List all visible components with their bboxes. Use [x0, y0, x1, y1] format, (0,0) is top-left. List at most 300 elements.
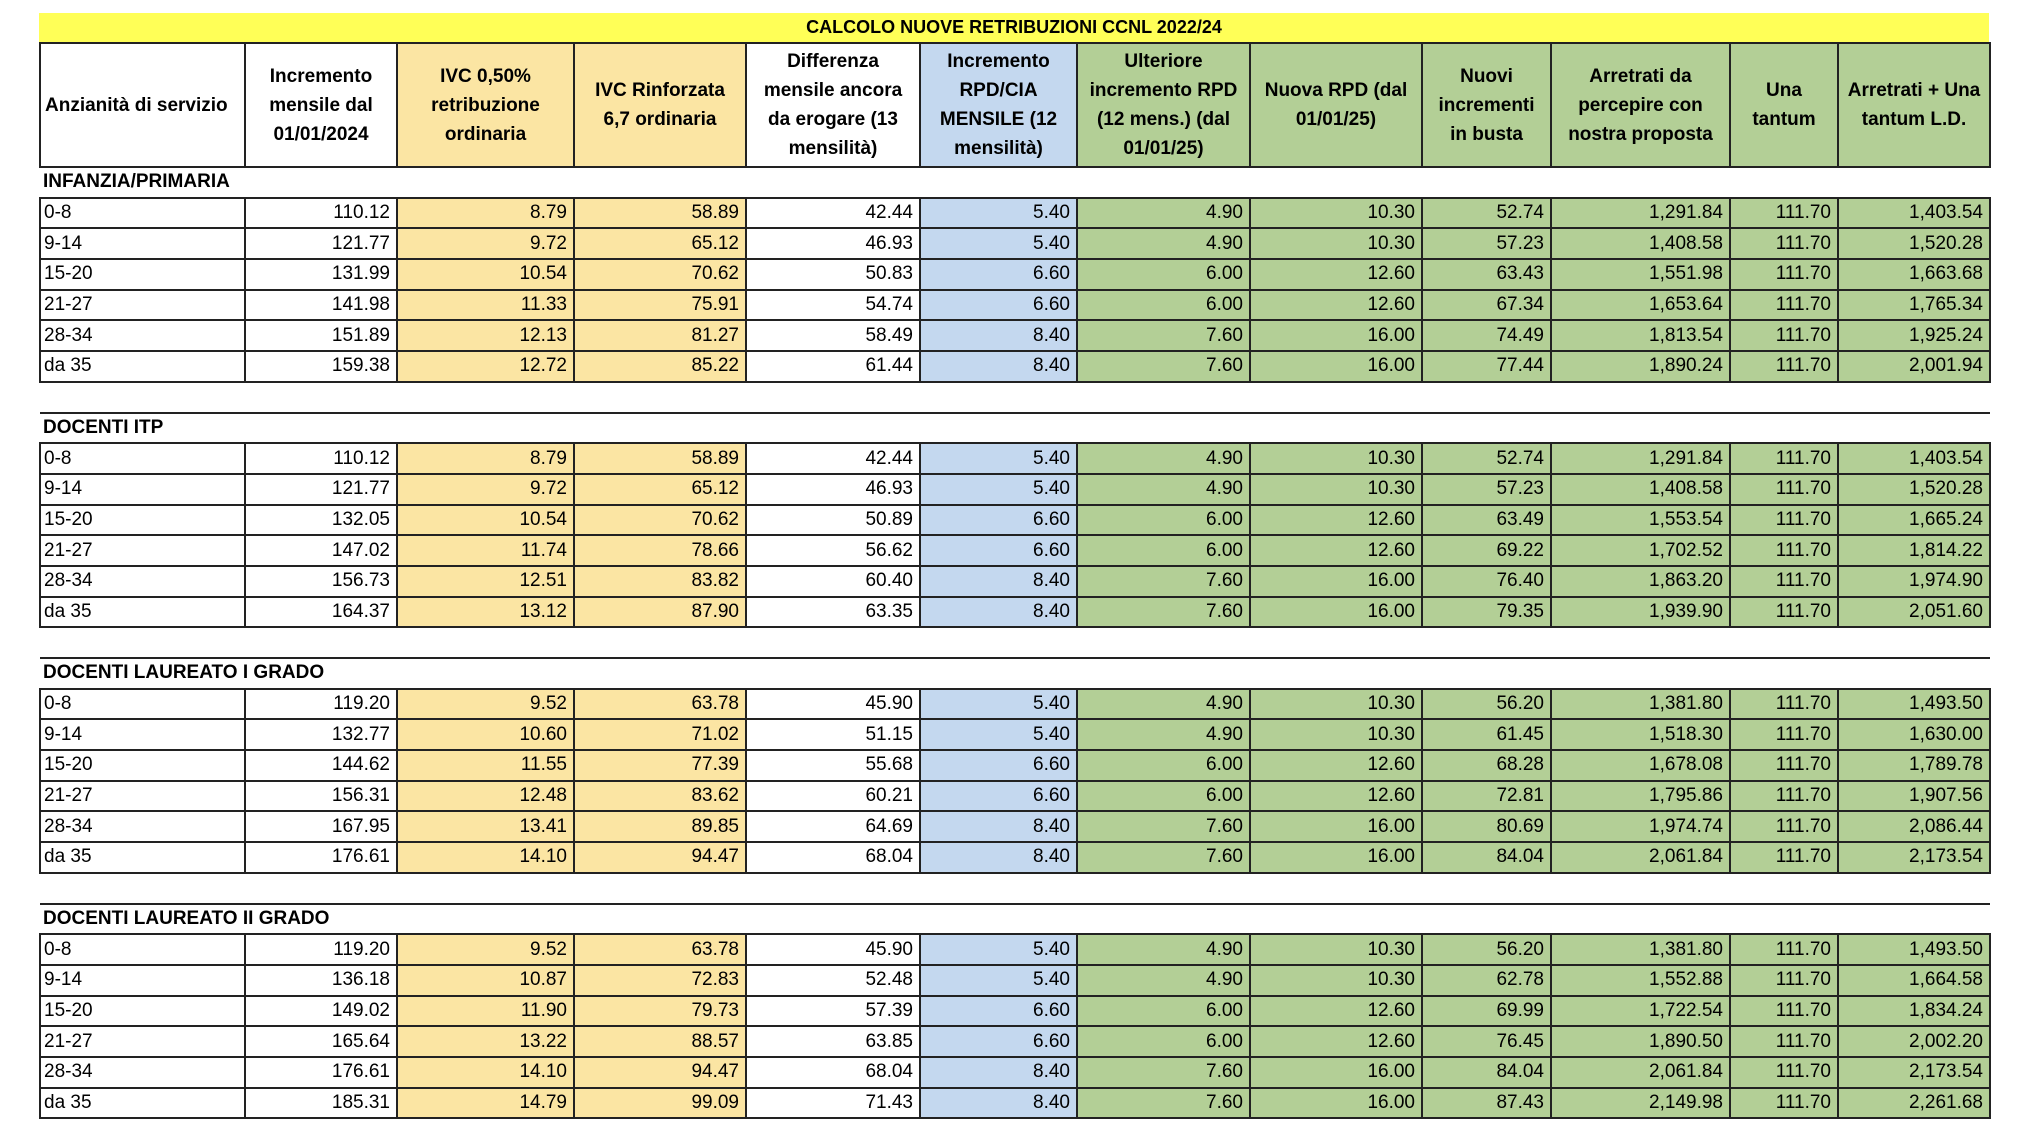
section-row [40, 658, 1990, 689]
table-cell[interactable]: 0-8 [40, 934, 245, 965]
table-cell[interactable]: 83.82 [574, 566, 746, 597]
table-cell[interactable]: 111.70 [1730, 842, 1838, 873]
spacer-row [40, 382, 1990, 413]
table-cell[interactable]: 1,381.80 [1551, 934, 1730, 965]
table-cell[interactable]: da 35 [40, 1088, 245, 1119]
table-cell[interactable]: 12.60 [1250, 1026, 1422, 1057]
table-cell[interactable]: 10.87 [397, 965, 574, 996]
table-cell[interactable]: 81.27 [574, 320, 746, 351]
table-cell[interactable]: 10.30 [1250, 443, 1422, 474]
table-cell[interactable]: 21-27 [40, 1026, 245, 1057]
table-cell[interactable]: 77.39 [574, 750, 746, 781]
table-cell[interactable]: 9.52 [397, 689, 574, 720]
table-cell[interactable]: 87.43 [1422, 1088, 1551, 1119]
table-cell[interactable]: 1,939.90 [1551, 597, 1730, 628]
table-cell[interactable]: 68.04 [746, 1057, 920, 1088]
table-cell[interactable]: 5.40 [920, 198, 1077, 229]
table-cell[interactable]: 132.05 [245, 505, 397, 536]
table-cell[interactable]: 110.12 [245, 443, 397, 474]
table-row [40, 290, 1990, 321]
table-cell[interactable]: 14.10 [397, 1057, 574, 1088]
table-cell[interactable]: 1,765.34 [1838, 290, 1990, 321]
table-cell[interactable]: 28-34 [40, 566, 245, 597]
table-cell[interactable]: 7.60 [1077, 597, 1250, 628]
table-cell[interactable]: 4.90 [1077, 474, 1250, 505]
table-row [40, 719, 1990, 750]
table-cell[interactable]: 16.00 [1250, 1057, 1422, 1088]
table-cell[interactable]: 69.22 [1422, 535, 1551, 566]
table-cell[interactable]: 7.60 [1077, 351, 1250, 382]
table-cell[interactable]: 156.73 [245, 566, 397, 597]
table-cell[interactable]: da 35 [40, 597, 245, 628]
table-cell[interactable]: 72.81 [1422, 781, 1551, 812]
table-cell[interactable]: 2,261.68 [1838, 1088, 1990, 1119]
table-cell[interactable]: 60.21 [746, 781, 920, 812]
table-cell[interactable]: 176.61 [245, 842, 397, 873]
table-cell[interactable]: 42.44 [746, 443, 920, 474]
table-cell[interactable]: 63.49 [1422, 505, 1551, 536]
table-cell[interactable]: 80.69 [1422, 811, 1551, 842]
table-cell[interactable]: 61.45 [1422, 719, 1551, 750]
table-cell[interactable]: 5.40 [920, 689, 1077, 720]
table-cell[interactable]: 1,925.24 [1838, 320, 1990, 351]
table-cell[interactable]: 111.70 [1730, 1026, 1838, 1057]
table-cell[interactable]: 1,814.22 [1838, 535, 1990, 566]
table-row [40, 811, 1990, 842]
column-header: Arretrati + Una tantum L.D. [1838, 43, 1990, 167]
table-cell[interactable]: 4.90 [1077, 934, 1250, 965]
table-cell[interactable]: 94.47 [574, 1057, 746, 1088]
table-cell[interactable]: 52.48 [746, 965, 920, 996]
table-cell[interactable]: 15-20 [40, 750, 245, 781]
table-cell[interactable]: 12.60 [1250, 259, 1422, 290]
table-cell[interactable]: 58.49 [746, 320, 920, 351]
table-cell[interactable]: 8.40 [920, 320, 1077, 351]
table-cell[interactable]: 132.77 [245, 719, 397, 750]
table-cell[interactable]: 1,520.28 [1838, 474, 1990, 505]
table-cell[interactable]: 42.44 [746, 198, 920, 229]
table-cell[interactable]: 45.90 [746, 689, 920, 720]
table-cell[interactable]: 165.64 [245, 1026, 397, 1057]
table-cell[interactable]: 1,678.08 [1551, 750, 1730, 781]
table-cell[interactable]: 16.00 [1250, 597, 1422, 628]
table-cell[interactable]: 74.49 [1422, 320, 1551, 351]
table-cell[interactable]: 46.93 [746, 474, 920, 505]
table-cell[interactable]: 6.60 [920, 259, 1077, 290]
table-cell[interactable]: 1,663.68 [1838, 259, 1990, 290]
table-cell[interactable]: 4.90 [1077, 228, 1250, 259]
table-cell[interactable]: 58.89 [574, 198, 746, 229]
table-cell[interactable]: 9-14 [40, 474, 245, 505]
table-cell[interactable]: 16.00 [1250, 1088, 1422, 1119]
table-cell[interactable]: 70.62 [574, 505, 746, 536]
table-cell[interactable]: 9-14 [40, 965, 245, 996]
table-cell[interactable]: 11.55 [397, 750, 574, 781]
table-cell[interactable]: 1,863.20 [1551, 566, 1730, 597]
table-cell[interactable]: 94.47 [574, 842, 746, 873]
table-cell[interactable]: 6.60 [920, 1026, 1077, 1057]
table-cell[interactable]: 9-14 [40, 719, 245, 750]
table-cell[interactable]: 15-20 [40, 996, 245, 1027]
table-cell[interactable]: 8.40 [920, 842, 1077, 873]
table-cell[interactable]: 10.30 [1250, 198, 1422, 229]
table-cell[interactable]: 4.90 [1077, 689, 1250, 720]
table-cell[interactable]: 1,813.54 [1551, 320, 1730, 351]
column-header: Una tantum [1730, 43, 1838, 167]
table-cell[interactable]: 57.39 [746, 996, 920, 1027]
table-cell[interactable]: 5.40 [920, 965, 1077, 996]
table-cell[interactable]: 5.40 [920, 443, 1077, 474]
table-cell[interactable]: 45.90 [746, 934, 920, 965]
table-cell[interactable]: 57.23 [1422, 474, 1551, 505]
table-cell[interactable]: 1,664.58 [1838, 965, 1990, 996]
table-cell[interactable]: 1,834.24 [1838, 996, 1990, 1027]
table-cell[interactable]: 67.34 [1422, 290, 1551, 321]
table-cell[interactable]: 111.70 [1730, 474, 1838, 505]
table-cell[interactable]: 149.02 [245, 996, 397, 1027]
table-cell[interactable]: 2,051.60 [1838, 597, 1990, 628]
table-cell[interactable]: 50.83 [746, 259, 920, 290]
table-cell[interactable]: 6.60 [920, 750, 1077, 781]
table-cell[interactable]: 6.00 [1077, 1026, 1250, 1057]
table-cell[interactable]: 16.00 [1250, 811, 1422, 842]
table-cell[interactable]: 13.22 [397, 1026, 574, 1057]
table-cell[interactable]: 10.54 [397, 259, 574, 290]
table-cell[interactable]: 7.60 [1077, 811, 1250, 842]
table-cell[interactable]: 70.62 [574, 259, 746, 290]
table-cell[interactable]: 55.68 [746, 750, 920, 781]
table-cell[interactable]: 0-8 [40, 443, 245, 474]
table-cell[interactable]: 51.15 [746, 719, 920, 750]
table-cell[interactable]: 75.91 [574, 290, 746, 321]
table-cell[interactable]: 8.40 [920, 1088, 1077, 1119]
table-cell[interactable]: 1,551.98 [1551, 259, 1730, 290]
table-cell[interactable]: 12.48 [397, 781, 574, 812]
table-cell[interactable]: 1,552.88 [1551, 965, 1730, 996]
table-cell[interactable]: 28-34 [40, 1057, 245, 1088]
table-cell[interactable]: 111.70 [1730, 228, 1838, 259]
table-cell[interactable]: 50.89 [746, 505, 920, 536]
table-cell[interactable]: 21-27 [40, 535, 245, 566]
table-cell[interactable]: 11.33 [397, 290, 574, 321]
table-cell[interactable]: 10.30 [1250, 719, 1422, 750]
table-cell[interactable]: 147.02 [245, 535, 397, 566]
table-cell[interactable]: 111.70 [1730, 535, 1838, 566]
table-cell[interactable]: 28-34 [40, 811, 245, 842]
column-header: Ulteriore incremento RPD (12 mens.) (dal 01/01/25) [1077, 43, 1250, 167]
table-cell[interactable]: 46.93 [746, 228, 920, 259]
table-cell[interactable]: 1,493.50 [1838, 934, 1990, 965]
table-cell[interactable]: 0-8 [40, 198, 245, 229]
table-cell[interactable]: 111.70 [1730, 351, 1838, 382]
table-cell[interactable]: 11.74 [397, 535, 574, 566]
table-cell[interactable]: 1,702.52 [1551, 535, 1730, 566]
table-cell[interactable]: 1,795.86 [1551, 781, 1730, 812]
table-cell[interactable]: 1,653.64 [1551, 290, 1730, 321]
table-cell[interactable]: 111.70 [1730, 934, 1838, 965]
table-cell[interactable]: 58.89 [574, 443, 746, 474]
table-cell[interactable]: 12.60 [1250, 290, 1422, 321]
table-cell[interactable]: 111.70 [1730, 259, 1838, 290]
table-cell[interactable]: 87.90 [574, 597, 746, 628]
table-cell[interactable]: 7.60 [1077, 842, 1250, 873]
table-cell[interactable]: 10.60 [397, 719, 574, 750]
table-cell[interactable]: 1,890.24 [1551, 351, 1730, 382]
table-cell[interactable]: 141.98 [245, 290, 397, 321]
table-cell[interactable]: 15-20 [40, 505, 245, 536]
table-cell[interactable]: 5.40 [920, 474, 1077, 505]
table-cell[interactable]: 6.00 [1077, 505, 1250, 536]
table-cell[interactable]: 111.70 [1730, 750, 1838, 781]
table-cell[interactable]: 1,974.90 [1838, 566, 1990, 597]
table-cell[interactable]: 2,149.98 [1551, 1088, 1730, 1119]
table-cell[interactable]: 111.70 [1730, 719, 1838, 750]
table-cell[interactable]: 72.83 [574, 965, 746, 996]
table-cell[interactable]: 156.31 [245, 781, 397, 812]
table-cell[interactable]: 1,291.84 [1551, 443, 1730, 474]
table-cell[interactable]: 185.31 [245, 1088, 397, 1119]
table-cell[interactable]: 9.72 [397, 228, 574, 259]
table-cell[interactable]: 10.54 [397, 505, 574, 536]
table-cell[interactable]: 8.79 [397, 198, 574, 229]
section-label: DOCENTI LAUREATO II GRADO [40, 904, 1990, 935]
table-cell[interactable]: 6.60 [920, 535, 1077, 566]
table-cell[interactable]: 2,086.44 [1838, 811, 1990, 842]
table-cell[interactable]: 21-27 [40, 290, 245, 321]
table-cell[interactable]: 14.10 [397, 842, 574, 873]
table-cell[interactable]: 4.90 [1077, 965, 1250, 996]
table-cell[interactable]: 65.12 [574, 228, 746, 259]
table-cell[interactable]: 111.70 [1730, 965, 1838, 996]
table-cell[interactable]: 1,974.74 [1551, 811, 1730, 842]
table-cell[interactable]: 111.70 [1730, 1088, 1838, 1119]
table-cell[interactable]: 111.70 [1730, 443, 1838, 474]
table-cell[interactable]: 12.60 [1250, 781, 1422, 812]
table-cell[interactable]: 12.60 [1250, 535, 1422, 566]
table-cell[interactable]: 56.20 [1422, 689, 1551, 720]
table-cell[interactable]: 79.35 [1422, 597, 1551, 628]
table-cell[interactable]: 111.70 [1730, 689, 1838, 720]
table-cell[interactable]: 119.20 [245, 689, 397, 720]
table-cell[interactable]: 63.78 [574, 689, 746, 720]
table-cell[interactable]: 8.40 [920, 1057, 1077, 1088]
table-cell[interactable]: 111.70 [1730, 320, 1838, 351]
table-cell[interactable]: 7.60 [1077, 1088, 1250, 1119]
table-cell[interactable]: 89.85 [574, 811, 746, 842]
table-cell[interactable]: 1,408.58 [1551, 228, 1730, 259]
table-cell[interactable]: 10.30 [1250, 965, 1422, 996]
table-cell[interactable]: 119.20 [245, 934, 397, 965]
table-cell[interactable]: 77.44 [1422, 351, 1551, 382]
table-cell[interactable]: 1,665.24 [1838, 505, 1990, 536]
table-cell[interactable]: 176.61 [245, 1057, 397, 1088]
column-header: Anzianità di servizio [40, 43, 245, 167]
table-cell[interactable]: 1,890.50 [1551, 1026, 1730, 1057]
table-cell[interactable]: 83.62 [574, 781, 746, 812]
table-cell[interactable]: 1,493.50 [1838, 689, 1990, 720]
table-cell[interactable]: 111.70 [1730, 781, 1838, 812]
table-cell[interactable]: 159.38 [245, 351, 397, 382]
table-cell[interactable]: 52.74 [1422, 198, 1551, 229]
table-cell[interactable]: 68.04 [746, 842, 920, 873]
table-cell[interactable]: 1,630.00 [1838, 719, 1990, 750]
table-cell[interactable]: 10.30 [1250, 689, 1422, 720]
table-cell[interactable]: 121.77 [245, 474, 397, 505]
table-cell[interactable]: 111.70 [1730, 505, 1838, 536]
table-cell[interactable]: 5.40 [920, 719, 1077, 750]
table-cell[interactable]: 79.73 [574, 996, 746, 1027]
table-cell[interactable]: 1,520.28 [1838, 228, 1990, 259]
table-cell[interactable]: 1,381.80 [1551, 689, 1730, 720]
table-cell[interactable]: 13.41 [397, 811, 574, 842]
table-cell[interactable]: 63.35 [746, 597, 920, 628]
table-cell[interactable]: 10.30 [1250, 474, 1422, 505]
table-cell[interactable]: 4.90 [1077, 198, 1250, 229]
table-cell[interactable]: 111.70 [1730, 597, 1838, 628]
table-cell[interactable]: 56.20 [1422, 934, 1551, 965]
table-cell[interactable]: 78.66 [574, 535, 746, 566]
table-cell[interactable]: 1,408.58 [1551, 474, 1730, 505]
table-cell[interactable]: 111.70 [1730, 290, 1838, 321]
table-cell[interactable]: 6.60 [920, 996, 1077, 1027]
table-cell[interactable]: 110.12 [245, 198, 397, 229]
table-cell[interactable]: 144.62 [245, 750, 397, 781]
table-cell[interactable]: 76.45 [1422, 1026, 1551, 1057]
table-cell[interactable]: 164.37 [245, 597, 397, 628]
table-cell[interactable]: 85.22 [574, 351, 746, 382]
table-cell[interactable]: 2,001.94 [1838, 351, 1990, 382]
table-cell[interactable]: 1,907.56 [1838, 781, 1990, 812]
table-cell[interactable]: 9.52 [397, 934, 574, 965]
table-cell[interactable]: 10.30 [1250, 934, 1422, 965]
table-cell[interactable]: 136.18 [245, 965, 397, 996]
table-cell[interactable]: 99.09 [574, 1088, 746, 1119]
table-cell[interactable]: 1,291.84 [1551, 198, 1730, 229]
table-cell[interactable]: 0-8 [40, 689, 245, 720]
table-cell[interactable]: 63.85 [746, 1026, 920, 1057]
table-cell[interactable]: 16.00 [1250, 320, 1422, 351]
table-cell[interactable]: 8.40 [920, 811, 1077, 842]
table-cell[interactable]: da 35 [40, 351, 245, 382]
table-row [40, 228, 1990, 259]
table-cell[interactable]: 10.30 [1250, 228, 1422, 259]
table-cell[interactable]: 8.79 [397, 443, 574, 474]
table-cell[interactable]: 111.70 [1730, 198, 1838, 229]
table-cell[interactable]: 4.90 [1077, 443, 1250, 474]
table-cell[interactable]: 1,518.30 [1551, 719, 1730, 750]
table-cell[interactable]: 2,061.84 [1551, 1057, 1730, 1088]
table-cell[interactable]: 28-34 [40, 320, 245, 351]
table-cell[interactable]: 64.69 [746, 811, 920, 842]
table-cell[interactable]: 6.60 [920, 290, 1077, 321]
table-cell[interactable]: 62.78 [1422, 965, 1551, 996]
table-cell[interactable]: 14.79 [397, 1088, 574, 1119]
table-cell[interactable]: 12.60 [1250, 996, 1422, 1027]
table-cell[interactable]: 9-14 [40, 228, 245, 259]
table-cell[interactable]: 111.70 [1730, 996, 1838, 1027]
column-header: Nuova RPD (dal 01/01/25) [1250, 43, 1422, 167]
table-cell[interactable]: 16.00 [1250, 566, 1422, 597]
table-cell[interactable]: 54.74 [746, 290, 920, 321]
table-cell[interactable]: 2,061.84 [1551, 842, 1730, 873]
table-cell[interactable]: 121.77 [245, 228, 397, 259]
table-cell[interactable]: 84.04 [1422, 842, 1551, 873]
table-cell[interactable]: 6.00 [1077, 535, 1250, 566]
table-cell[interactable]: 111.70 [1730, 566, 1838, 597]
table-cell[interactable]: 71.43 [746, 1088, 920, 1119]
table-cell[interactable]: 61.44 [746, 351, 920, 382]
table-cell[interactable]: 6.00 [1077, 259, 1250, 290]
table-cell[interactable]: da 35 [40, 842, 245, 873]
table-cell[interactable]: 2,173.54 [1838, 842, 1990, 873]
table-cell[interactable]: 5.40 [920, 228, 1077, 259]
table-cell[interactable]: 6.60 [920, 781, 1077, 812]
table-cell[interactable]: 15-20 [40, 259, 245, 290]
table-cell[interactable]: 12.60 [1250, 750, 1422, 781]
table-cell[interactable]: 8.40 [920, 597, 1077, 628]
table-cell[interactable]: 9.72 [397, 474, 574, 505]
table-cell[interactable]: 7.60 [1077, 1057, 1250, 1088]
table-cell[interactable]: 11.90 [397, 996, 574, 1027]
table-cell[interactable]: 60.40 [746, 566, 920, 597]
table-cell[interactable]: 12.72 [397, 351, 574, 382]
table-cell[interactable]: 5.40 [920, 934, 1077, 965]
table-cell[interactable]: 21-27 [40, 781, 245, 812]
table-cell[interactable]: 6.60 [920, 505, 1077, 536]
table-cell[interactable]: 1,722.54 [1551, 996, 1730, 1027]
table-cell[interactable]: 84.04 [1422, 1057, 1551, 1088]
table-cell[interactable]: 12.60 [1250, 505, 1422, 536]
table-cell[interactable]: 12.13 [397, 320, 574, 351]
table-cell[interactable]: 71.02 [574, 719, 746, 750]
table-cell[interactable]: 69.99 [1422, 996, 1551, 1027]
table-cell[interactable]: 1,553.54 [1551, 505, 1730, 536]
table-cell[interactable]: 6.00 [1077, 750, 1250, 781]
table-cell[interactable]: 88.57 [574, 1026, 746, 1057]
table-cell[interactable]: 68.28 [1422, 750, 1551, 781]
table-cell[interactable]: 167.95 [245, 811, 397, 842]
table-cell[interactable]: 1,403.54 [1838, 198, 1990, 229]
table-cell[interactable]: 13.12 [397, 597, 574, 628]
table-cell[interactable]: 8.40 [920, 566, 1077, 597]
table-cell[interactable]: 65.12 [574, 474, 746, 505]
table-cell[interactable]: 56.62 [746, 535, 920, 566]
table-cell[interactable]: 131.99 [245, 259, 397, 290]
table-cell[interactable]: 16.00 [1250, 351, 1422, 382]
table-cell[interactable]: 111.70 [1730, 1057, 1838, 1088]
table-cell[interactable]: 6.00 [1077, 996, 1250, 1027]
table-cell[interactable]: 16.00 [1250, 842, 1422, 873]
table-cell[interactable]: 6.00 [1077, 290, 1250, 321]
table-cell[interactable]: 76.40 [1422, 566, 1551, 597]
table-cell[interactable]: 7.60 [1077, 320, 1250, 351]
table-cell[interactable]: 52.74 [1422, 443, 1551, 474]
table-cell[interactable]: 12.51 [397, 566, 574, 597]
table-cell[interactable]: 2,173.54 [1838, 1057, 1990, 1088]
table-cell[interactable]: 7.60 [1077, 566, 1250, 597]
table-cell[interactable]: 4.90 [1077, 719, 1250, 750]
table-cell[interactable]: 2,002.20 [1838, 1026, 1990, 1057]
table-cell[interactable]: 1,403.54 [1838, 443, 1990, 474]
table-cell[interactable]: 63.43 [1422, 259, 1551, 290]
table-cell[interactable]: 63.78 [574, 934, 746, 965]
table-cell[interactable]: 111.70 [1730, 811, 1838, 842]
table-cell[interactable]: 57.23 [1422, 228, 1551, 259]
table-cell[interactable]: 151.89 [245, 320, 397, 351]
table-cell[interactable]: 1,789.78 [1838, 750, 1990, 781]
table-cell[interactable]: 6.00 [1077, 781, 1250, 812]
table-cell[interactable]: 8.40 [920, 351, 1077, 382]
